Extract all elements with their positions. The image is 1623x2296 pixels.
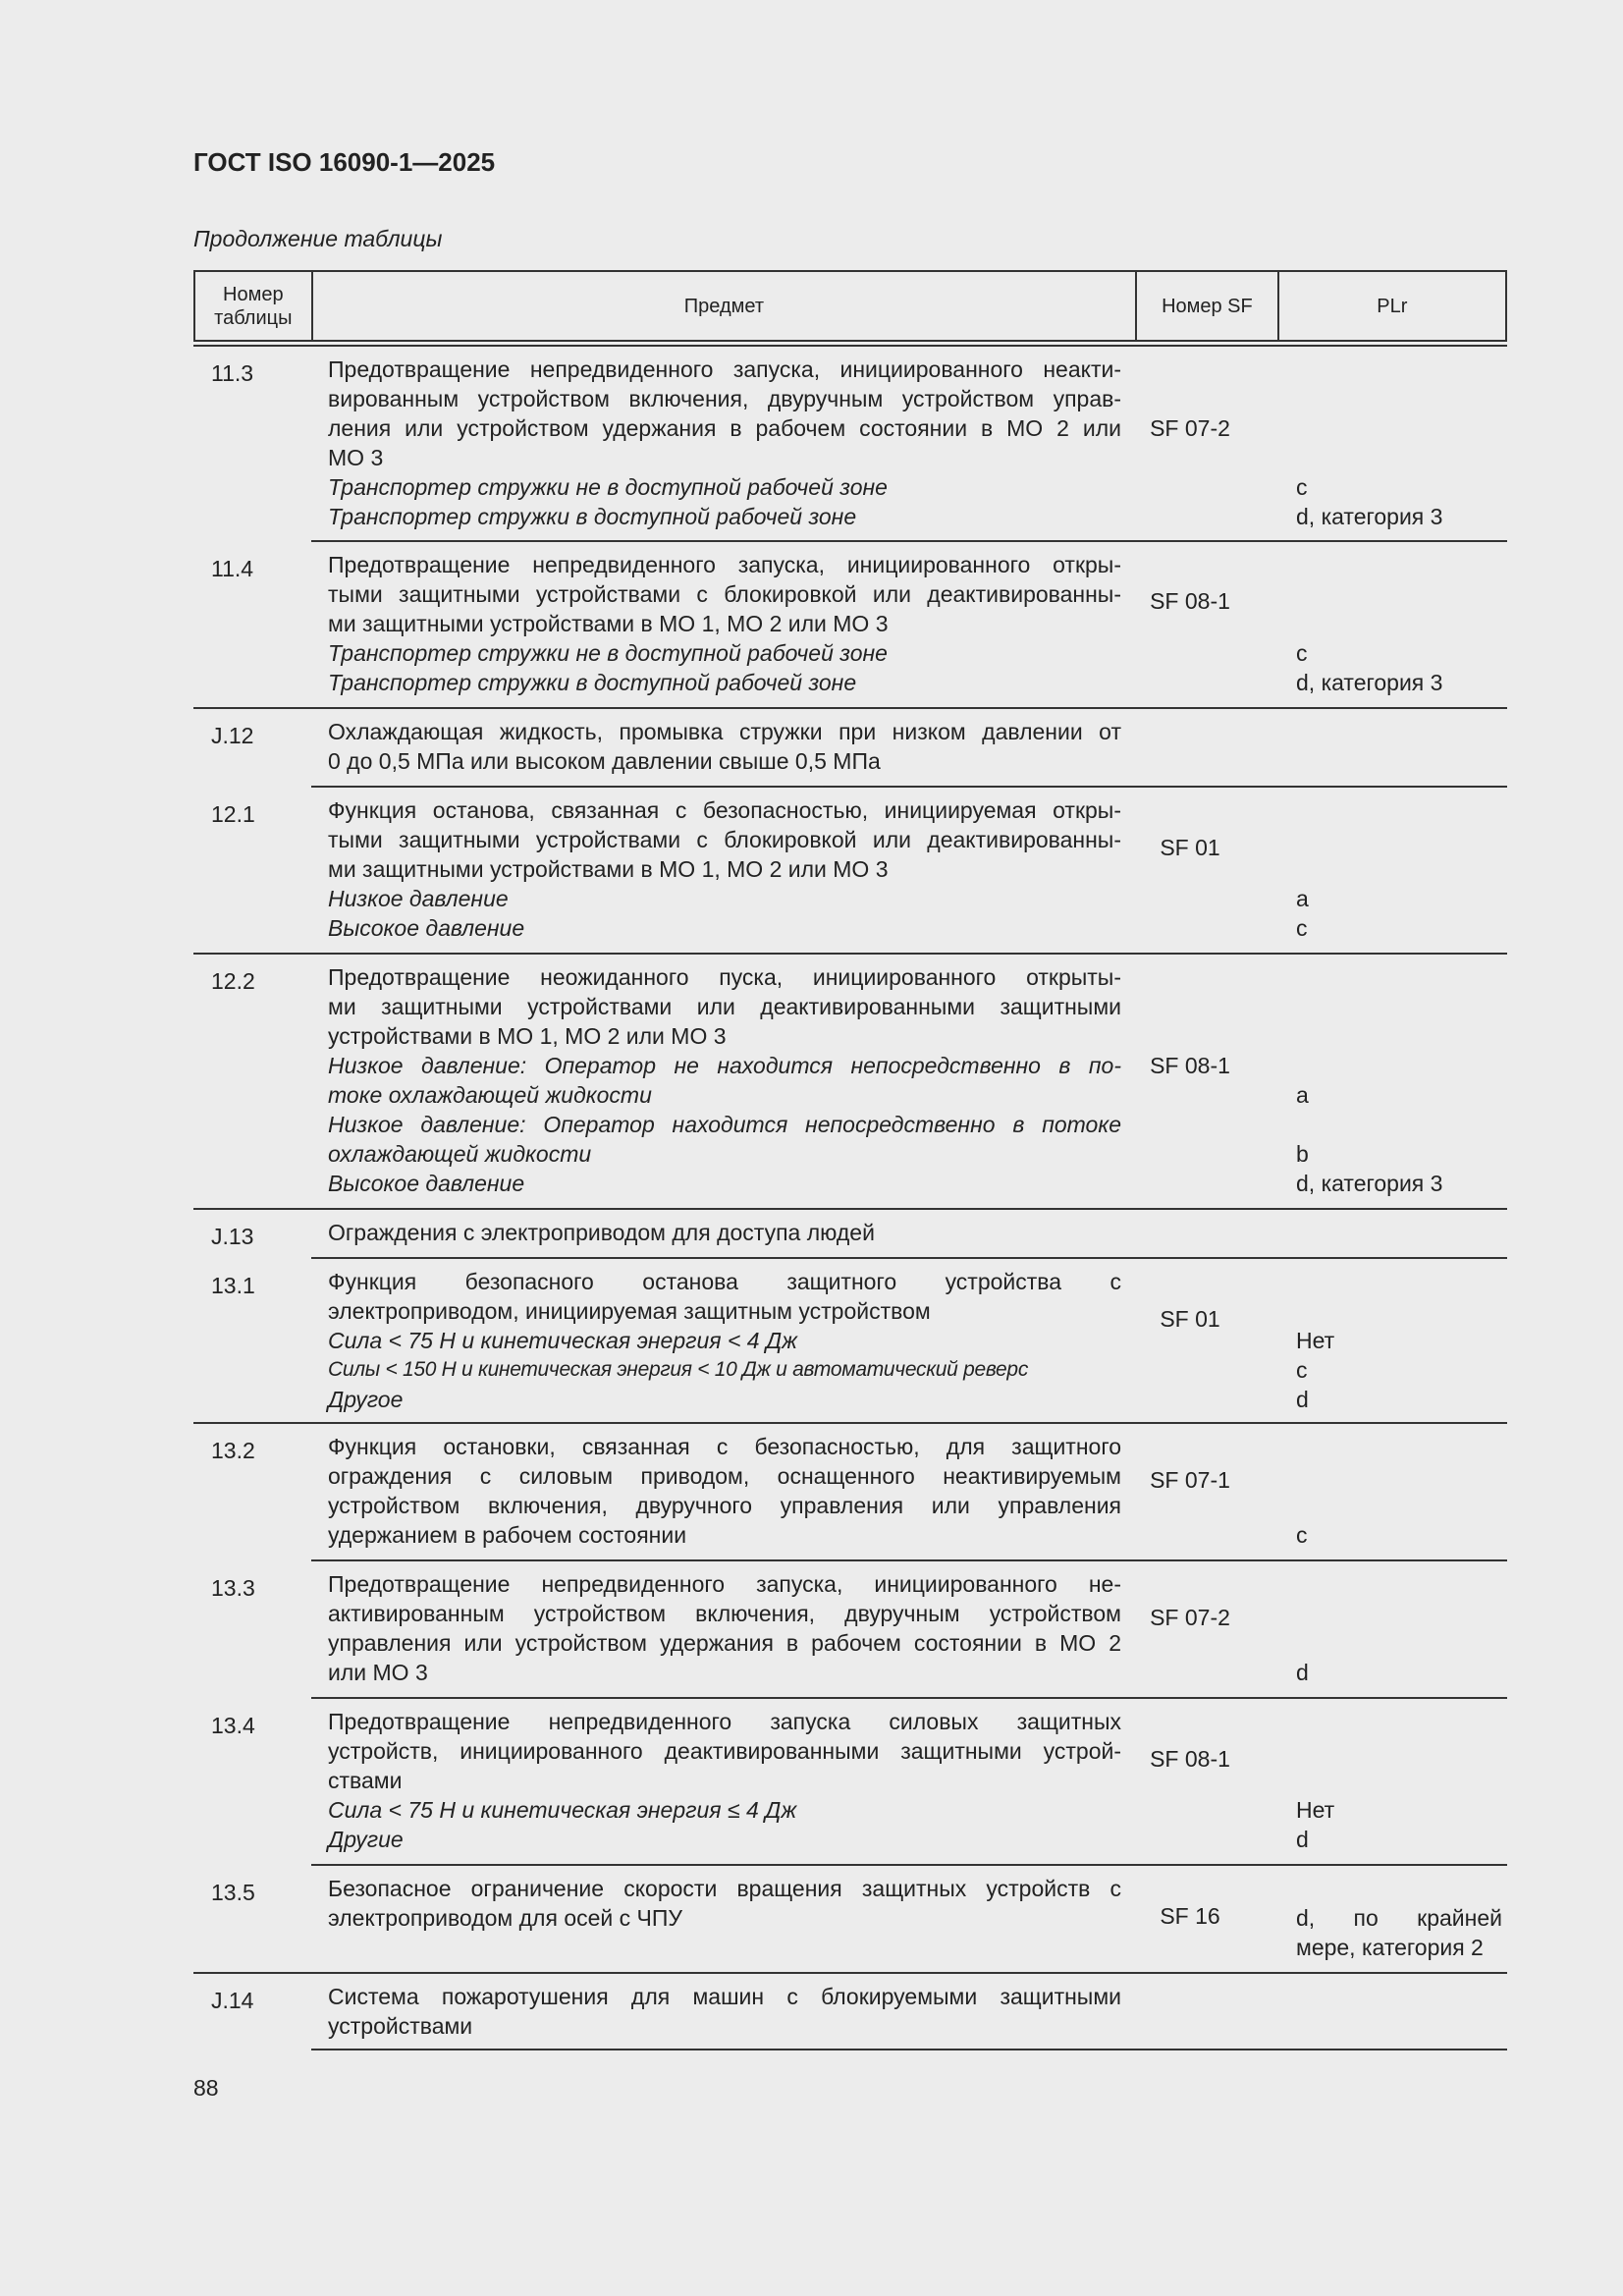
subject-subitem-line: Транспортер стружки в доступной рабочей зоне: [328, 670, 857, 695]
plr-value: [1296, 795, 1502, 825]
subject-subitem-line: Высокое давление: [328, 1171, 525, 1196]
plr-value: [1296, 962, 1502, 992]
subject-line: ми защитными устройствами в МО 1, МО 2 или МО 3: [328, 856, 889, 882]
subject-subitem-line: Низкое давление: [328, 886, 509, 911]
header-plr: PLr: [1377, 295, 1408, 317]
table-row: [193, 955, 1507, 1210]
subject-subitem-line: охлаждающей жидкости: [328, 1141, 592, 1167]
subject-line: МО 3: [328, 445, 384, 470]
subject-line: Функция останова, связанная с безопасностью, инициируемая откры-: [328, 797, 1121, 823]
subject-subitem-line: Транспортер стружки не в доступной рабочей зоне: [328, 640, 888, 666]
plr-value: d: [1296, 1660, 1309, 1685]
row-sf-number: SF 08-1: [1150, 1746, 1230, 1772]
row-table-number: 13.3: [211, 1575, 255, 1601]
plr-value: c: [1296, 915, 1308, 941]
subject-line: Предотвращение непредвиденного запуска, инициированного откры-: [328, 552, 1121, 577]
table-row: [193, 347, 1507, 542]
plr-value: Нет: [1296, 1328, 1335, 1353]
subject-line: ми защитными устройствами или деактивированными защитными: [328, 994, 1121, 1019]
plr-value: [1296, 384, 1502, 413]
plr-value: [1296, 1736, 1502, 1766]
plr-value: Нет: [1296, 1797, 1335, 1823]
subject-line: Предотвращение непредвиденного запуска силовых защитных: [328, 1709, 1121, 1734]
row-sf-number: SF 16: [1160, 1903, 1220, 1929]
row-plr: [1296, 1707, 1502, 1854]
row-subject: [328, 1707, 1121, 1854]
row-subject: [328, 1218, 1121, 1247]
row-table-number: 11.3: [211, 360, 254, 386]
subject-line: Функция безопасного останова защитного устройства с: [328, 1269, 1121, 1294]
subject-line: Предотвращение непредвиденного запуска, инициированного неакти-: [328, 356, 1121, 382]
table-row: [193, 542, 1507, 709]
table-row: [193, 1424, 1507, 1561]
subject-line: Предотвращение неожиданного пуска, инициированного открыты-: [328, 964, 1121, 990]
plr-value: d: [1296, 1387, 1309, 1412]
plr-value: d: [1296, 1827, 1309, 1852]
row-table-number: 13.4: [211, 1713, 255, 1738]
subject-line: электроприводом для осей с ЧПУ: [328, 1905, 683, 1931]
row-subject: [328, 795, 1121, 943]
subject-line: устройств, инициированного деактивированными защитными устрой-: [328, 1738, 1121, 1764]
plr-value: [1296, 1569, 1502, 1599]
table-row: [193, 1259, 1507, 1424]
table-row: [193, 709, 1507, 788]
subject-line: тыми защитными устройствами с блокировкой или деактивированны-: [328, 827, 1121, 852]
plr-value: [1296, 1432, 1502, 1461]
table-caption: Продолжение таблицы: [193, 226, 443, 251]
plr-value: [1296, 413, 1502, 443]
subject-line: удержанием в рабочем состоянии: [328, 1522, 687, 1548]
row-subject: [328, 1569, 1121, 1687]
subject-line: ми защитными устройствами в МО 1, МО 2 или МО 3: [328, 611, 889, 636]
row-table-number: 11.4: [211, 556, 254, 581]
row-table-number: 13.5: [211, 1880, 255, 1905]
row-sf-number: SF 08-1: [1150, 588, 1230, 614]
plr-value: [1296, 1296, 1502, 1326]
page-number: 88: [193, 2075, 219, 2101]
plr-value: [1296, 1110, 1502, 1139]
table-row: [193, 1210, 1507, 1259]
plr-value: [1296, 1461, 1502, 1491]
row-separator: [311, 2049, 1507, 2050]
plr-value: [1296, 992, 1502, 1021]
plr-value: [1296, 1628, 1502, 1658]
subject-line: активированным устройством включения, двуручным устройством: [328, 1601, 1121, 1626]
subject-line: Система пожаротушения для машин с блокируемыми защитными: [328, 1984, 1121, 2009]
plr-value: [1296, 1707, 1502, 1736]
plr-value: [1296, 854, 1502, 884]
row-subject: [328, 717, 1121, 776]
plr-value: [1296, 1267, 1502, 1296]
plr-value: [1296, 1491, 1502, 1520]
plr-value: [1296, 1051, 1502, 1080]
table-row: [193, 1974, 1507, 2050]
row-plr: [1296, 795, 1502, 943]
row-sf-number: SF 08-1: [1150, 1053, 1230, 1078]
row-sf-number: SF 01: [1160, 1306, 1220, 1332]
table-row: [193, 1866, 1507, 1974]
subject-subitem-line: Низкое давление: Оператор находится непосредственно в потоке: [328, 1112, 1121, 1137]
plr-value: [1296, 1766, 1502, 1795]
subject-subitem-line: токе охлаждающей жидкости: [328, 1082, 652, 1108]
plr-value: c: [1296, 640, 1308, 666]
plr-value: a: [1296, 1082, 1309, 1108]
subject-line: или МО 3: [328, 1660, 428, 1685]
subject-subitem-line: Другие: [328, 1827, 404, 1852]
row-subject: [328, 1982, 1121, 2041]
plr-value: мере, категория 2: [1296, 1935, 1484, 1960]
plr-value: c: [1296, 1357, 1308, 1383]
plr-value: [1296, 550, 1502, 579]
plr-value: c: [1296, 1522, 1308, 1548]
header-table-number-label: Номер таблицы: [214, 283, 293, 329]
header-table-number: [195, 272, 313, 340]
plr-value: c: [1296, 474, 1308, 500]
row-sf-number: SF 07-2: [1150, 1605, 1230, 1630]
row-subject: [328, 550, 1121, 697]
row-table-number: J.14: [211, 1988, 254, 2013]
document-title: ГОСТ ISO 16090-1—2025: [193, 147, 496, 177]
subject-line: ствами: [328, 1768, 403, 1793]
row-table-number: 13.2: [211, 1438, 255, 1463]
row-plr: [1296, 355, 1502, 531]
subject-subitem-line: Высокое давление: [328, 915, 525, 941]
plr-value: [1296, 443, 1502, 472]
table-row: [193, 1561, 1507, 1699]
row-subject: [328, 1432, 1121, 1550]
table-row: [193, 1699, 1507, 1866]
table-row: [193, 788, 1507, 955]
subject-line: ления или устройством удержания в рабочем состоянии в МО 2 или: [328, 415, 1121, 441]
row-table-number: J.12: [211, 723, 254, 748]
subject-line: устройствами в МО 1, МО 2 или МО 3: [328, 1023, 727, 1049]
row-plr: [1296, 1432, 1502, 1550]
plr-value: [1296, 825, 1502, 854]
subject-subitem-line: Силы < 150 Н и кинетическая энергия < 10 Дж и автоматический реверс: [328, 1358, 1029, 1381]
subject-subitem-line: Сила < 75 Н и кинетическая энергия ≤ 4 Дж: [328, 1797, 797, 1823]
subject-line: Безопасное ограничение скорости вращения защитных устройств с: [328, 1876, 1121, 1901]
subject-line: тыми защитными устройствами с блокировкой или деактивированны-: [328, 581, 1121, 607]
subject-subitem-line: Сила < 75 Н и кинетическая энергия < 4 Дж: [328, 1328, 797, 1353]
plr-value: [1296, 355, 1502, 384]
row-sf-number: SF 07-1: [1150, 1467, 1230, 1493]
subject-line: устройствами: [328, 2013, 473, 2039]
row-plr: [1296, 962, 1502, 1198]
row-plr: [1296, 1569, 1502, 1687]
row-subject: [328, 962, 1121, 1198]
row-table-number: 13.1: [211, 1273, 255, 1298]
row-table-number: 12.2: [211, 968, 255, 994]
row-plr: [1296, 550, 1502, 697]
subject-line: Охлаждающая жидкость, промывка стружки при низком давлении от: [328, 719, 1121, 744]
plr-value: [1296, 609, 1502, 638]
subject-subitem-line: Транспортер стружки не в доступной рабочей зоне: [328, 474, 888, 500]
row-subject: [328, 355, 1121, 531]
row-table-number: J.13: [211, 1224, 254, 1249]
subject-line: 0 до 0,5 МПа или высоком давлении свыше 0,5 МПа: [328, 748, 881, 774]
row-plr: [1296, 1874, 1502, 1962]
subject-line: Предотвращение непредвиденного запуска, инициированного не-: [328, 1571, 1121, 1597]
row-sf-number: SF 07-2: [1150, 415, 1230, 441]
subject-line: управления или устройством удержания в рабочем состоянии в МО 2: [328, 1630, 1121, 1656]
plr-value: d, по крайней: [1296, 1905, 1502, 1931]
row-sf-number: SF 01: [1160, 835, 1220, 860]
plr-value: d, категория 3: [1296, 1171, 1443, 1196]
plr-value: d, категория 3: [1296, 670, 1443, 695]
subject-line: Функция остановки, связанная с безопасностью, для защитного: [328, 1434, 1121, 1459]
subject-subitem-line: Транспортер стружки в доступной рабочей зоне: [328, 504, 857, 529]
plr-value: [1296, 1599, 1502, 1628]
table-header: [193, 270, 1507, 342]
row-table-number: 12.1: [211, 801, 255, 827]
header-sf-number: Номер SF: [1137, 272, 1279, 340]
plr-value: [1296, 1021, 1502, 1051]
row-subject: [328, 1874, 1121, 1933]
plr-value: [1296, 1874, 1502, 1903]
subject-line: устройством включения, двуручного управления или управления: [328, 1493, 1121, 1518]
subject-line: вированным устройством включения, двуручным устройством управ-: [328, 386, 1121, 411]
plr-value: b: [1296, 1141, 1309, 1167]
row-plr: [1296, 1267, 1502, 1414]
subject-line: Ограждения с электроприводом для доступа людей: [328, 1220, 875, 1245]
subject-line: ограждения с силовым приводом, оснащенного неактивируемым: [328, 1463, 1121, 1489]
row-subject: [328, 1267, 1121, 1414]
plr-value: a: [1296, 886, 1309, 911]
subject-line: электроприводом, инициируемая защитным устройством: [328, 1298, 931, 1324]
plr-value: d, категория 3: [1296, 504, 1443, 529]
subject-subitem-line: Другое: [328, 1387, 404, 1412]
header-subject: Предмет: [313, 272, 1137, 340]
plr-value: [1296, 579, 1502, 609]
subject-subitem-line: Низкое давление: Оператор не находится непосредственно в по-: [328, 1053, 1121, 1078]
